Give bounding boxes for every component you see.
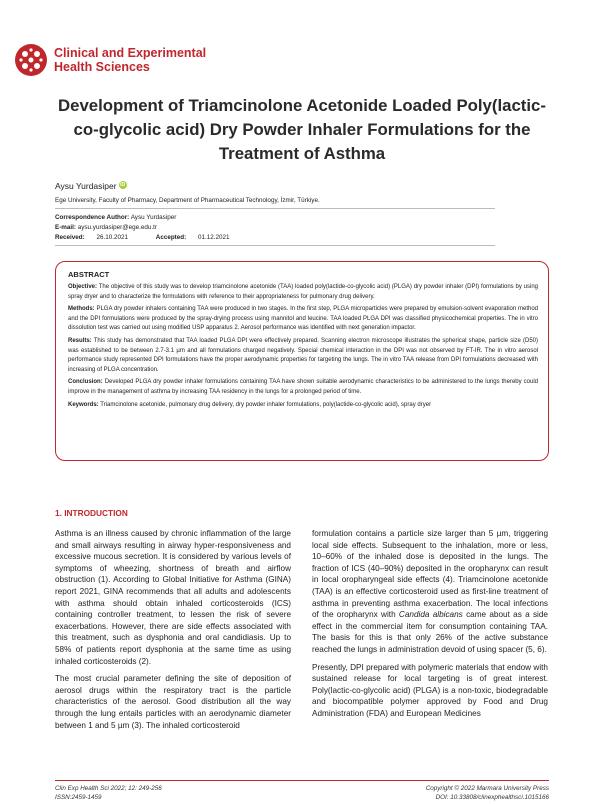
objective-text: The objective of this study was to develop triamcinolone acetonide (TAA) loaded poly(lactide-co-glycolic acid) (PLGA) dry powder inhaler (DPI) formulations by using spray dryer and to characterize the formulations with reference to their appropriateness for pulmonary drug delivery. [68, 284, 539, 300]
accepted-date: 01.12.2021 [197, 234, 230, 241]
correspondence-name: Aysu Yurdasiper [130, 214, 177, 221]
paragraph: Asthma is an illness caused by chronic inflammation of the large and small airways resulting in airway hyper-responsiveness and excessive mucous secretion. It is considered by various levels of symptoms of wheezing, shortness of breath and airflow obstruction (1). According to Global Initiative for Asthma (GINA) report 2021, GINA recommends that all adults and adolescents with asthma should obtain inhaled corticosteroids (ICS) containing controller treatment, to lessen the risk of severe exacerbations. However, there are side effects associated with this treatment, such as dysphonia and oral candidiasis. Up to 58% of patients report dysphonia at the same time as using inhaled corticosteroids (2). [55, 529, 291, 666]
body-column-right [312, 528, 548, 726]
citation: Clin Exp Health Sci 2022; 12: 249-256 [55, 785, 162, 792]
abstract-heading: ABSTRACT [68, 270, 110, 279]
divider [55, 245, 495, 246]
journal-name-line2: Health Sciences [54, 60, 150, 74]
journal-header [14, 38, 206, 82]
footer-right [426, 784, 549, 802]
abstract-conclusion [68, 378, 538, 397]
email-link[interactable]: aysu.yurdasiper@ege.edu.tr [77, 224, 157, 231]
paragraph-text: came about as a side effect in the commercial item for consumption containing TAA. The basis for this is that only 26% of the active substance reached the lungs in administration devoid of using spacer (5, 6). [312, 610, 548, 654]
methods-text: PLGA dry powder inhalers containing TAA were produced in two stages. In the first step, PLGA microparticles were prepared by emulsion-solvent evaporation method and the DPI formulations were produced by the spray-drying process using mannitol and leucine. TAA loaded PLGA DPI was classified physicochemical properties. The in vitro dissolution test was carried out using modified USP apparatus 2. Aerosol performance was identified with next generation impactor. [68, 306, 539, 332]
results-text: This study has demonstrated that TAA loaded PLGA DPI were effectively prepared. Scanning electron microscope illustrates the spherical shape, particle size (D50) was established to be between 2.7-3.1 µm and all formulations charged negatively. Special chemical interaction in the DPI was not observed by FT-IR. The in vitro aerosol performance study represented DPI formulations have the proper aerodynamic properties for targeting the lungs. The in vitro TAA release from DPI formulations decreased with increasing of PLGA concentration. [68, 337, 539, 373]
correspondence-line [55, 214, 176, 221]
results-label: Results: [68, 337, 92, 344]
doi-link[interactable]: DOI: 10.33808/clinexphealthsci.1015166 [435, 794, 549, 801]
journal-name [54, 46, 206, 74]
dates-line [55, 234, 230, 241]
abstract-methods [68, 305, 538, 334]
footer-left [55, 784, 162, 802]
email-label: E-mail: [55, 224, 76, 231]
email-line [55, 224, 157, 231]
affiliation: Ege University, Faculty of Pharmacy, Department of Pharmaceutical Technology, İzmir, Türkiye. [55, 197, 320, 204]
paragraph: The most crucial parameter defining the site of deposition of aerosol drugs within the respiratory tract is the particle characteristics of the aerosol. Good distribution all the way through the lung entails particles with an aerodynamic diameter between 1 and 5 µm (3). The inhaled corticosteroid [55, 674, 291, 730]
issn: ISSN:2459-1459 [55, 794, 102, 801]
abstract-results [68, 337, 538, 375]
keywords-label: Keywords: [68, 401, 99, 408]
footer-rule [55, 780, 549, 781]
section-heading: 1. INTRODUCTION [55, 508, 128, 518]
journal-name-line1: Clinical and Experimental [54, 46, 207, 60]
received-date: 26.10.2021 [96, 234, 129, 241]
abstract-box [55, 261, 549, 461]
paragraph: Presently, DPI prepared with polymeric materials that endow with sustained release for local targeting is of great interest. Poly(lactic-co-glycolic acid) (PLGA) is a non-toxic, biodegradable and biocompatible polymer approved by Food and Drug Administration (FDA) and European Medicines [312, 662, 548, 718]
article-title: Development of Triamcinolone Acetonide Loaded Poly(lactic-co-glycolic acid) Dry Powder Inhaler Formulations for the Treatment of Asthma [58, 96, 546, 163]
abstract-objective [68, 283, 538, 302]
conclusion-label: Conclusion: [68, 379, 103, 386]
orcid-icon[interactable]: iD [120, 182, 126, 188]
methods-label: Methods: [68, 306, 95, 313]
accepted-label: Accepted: [155, 234, 187, 241]
received-label: Received: [55, 234, 85, 241]
keywords-text: Triamcinolone acetonide, pulmonary drug delivery, dry powder inhaler formulations, poly(lactide-co-glycolic acid), spray dryer [100, 401, 432, 408]
correspondence-label: Correspondence Author: [55, 214, 130, 221]
copyright: Copyright © 2022 Marmara University Press [425, 785, 549, 792]
divider [55, 208, 495, 209]
body-column-left [55, 528, 291, 737]
abstract-keywords [68, 401, 538, 411]
journal-logo-icon [14, 43, 48, 77]
author-line [55, 181, 127, 191]
paragraph [312, 528, 548, 656]
paragraph-text: formulation contains a particle size larger than 5 µm, triggering local side effects. Subsequent to the inhalation, more or less, 10–60% of the inhaled dose is deposited in the lungs. The fraction of ICS (40–90%) deposited in the oropharynx can result in local oropharyngeal side effects (4). Triamcinolone acetonide (TAA) is an effective corticosteroid used as first-line treatment of asthma in preventing asthma exacerbation. The local infections of the oropharynx with [312, 529, 548, 620]
author-name: Aysu Yurdasiper [55, 181, 117, 191]
conclusion-text: Developed PLGA dry powder inhaler formulations containing TAA have shown suitable aerodynamic characteristics to be administered to the lungs thereby could improve in the management of asthma by increasing TAA residency in the lungs for a prolonged period of time. [68, 379, 538, 395]
objective-label: Objective: [68, 284, 98, 290]
species-name: Candida albicans [398, 610, 463, 620]
